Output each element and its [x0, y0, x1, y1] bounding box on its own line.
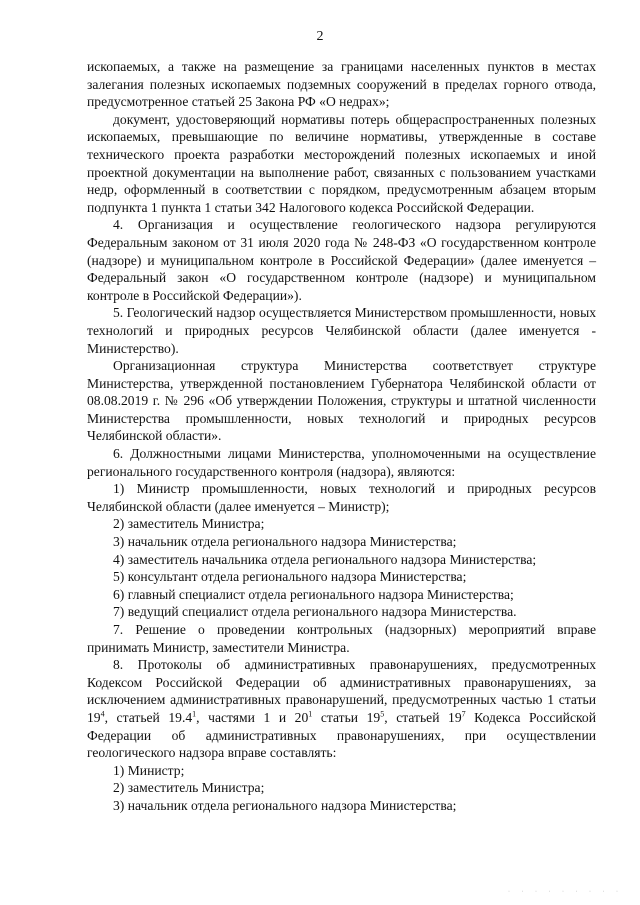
- list-item-6-5: 5) консультант отдела регионального надзора Министерства;: [113, 569, 467, 585]
- paragraph-continued: ископаемых, а также на размещение за границами населенных пунктов в местах залегания полезных ископаемых подземных сооружений в пределах горного отвода, предусмотренное статьей 25 Закона РФ «О недрах»;: [87, 59, 596, 110]
- list-item-8-2: 2) заместитель Министра;: [113, 780, 265, 796]
- paragraph-4: 4. Организация и осуществление геологического надзора регулируются Федеральным законом от 31 июля 2020 года № 248-ФЗ «О государственном контроле (надзоре) и муниципальном контроле в Российской Федерации» (далее именуется – Федеральный закон «О государственном контроле (надзоре) и муниципальном контроле в Российской Федерации»).: [87, 217, 596, 303]
- paragraph-8: [87, 656, 596, 762]
- list-item-6-3: 3) начальник отдела регионального надзора Министерства;: [113, 534, 457, 550]
- paragraph-7: 7. Решение о проведении контрольных (надзорных) мероприятий вправе принимать Министр, заместители Министра.: [87, 622, 596, 655]
- paragraph-8-text: Кодекса Российской Федерации об административных правонарушениях, при осуществлении геологического надзора вправе составлять:: [87, 709, 596, 761]
- paragraph-6: 6. Должностными лицами Министерства, уполномоченными на осуществление регионального государственного контроля (надзора), являются:: [87, 446, 596, 479]
- paragraph-8-text: , частями 1 и 20: [196, 709, 309, 725]
- list-item-6-1: 1) Министр промышленности, новых технологий и природных ресурсов Челябинской области (далее именуется – Министр);: [87, 481, 596, 514]
- list-item-8-3: 3) начальник отдела регионального надзора Министерства;: [113, 797, 457, 813]
- list-item-6-7: 7) ведущий специалист отдела регионального надзора Министерства.: [113, 604, 517, 620]
- list-item-6-4: 4) заместитель начальника отдела регионального надзора Министерства;: [113, 551, 537, 567]
- superscript: 4: [100, 709, 105, 719]
- superscript: 5: [380, 709, 385, 719]
- paragraph-8-text: , статьей 19.4: [104, 709, 193, 725]
- list-item-6-6: 6) главный специалист отдела регионального надзора Министерства;: [113, 586, 514, 602]
- paragraph-8-text: 8. Протоколы об административных правонарушениях, предусмотренных Кодексом Российской Федерации об административных правонарушениях, за исключением административных правонарушений, предусмотренных частью 1 статьи 19: [87, 657, 596, 725]
- superscript: 1: [308, 709, 313, 719]
- list-item-6-2: 2) заместитель Министра;: [113, 516, 265, 532]
- paragraph-8-text: статьи 19: [312, 709, 381, 725]
- scan-artifact-marks: · · · · · · · · ·: [508, 889, 623, 895]
- paragraph-8-text: , статьей 19: [384, 709, 462, 725]
- document-body: [87, 58, 596, 815]
- list-item-8-1: 1) Министр;: [113, 762, 185, 778]
- paragraph-document-norms: документ, удостоверяющий нормативы потерь общераспространенных полезных ископаемых, превышающие по величине нормативы, утвержденные в составе технического проекта разработки месторождений полезных ископаемых и иной проектной документации на выполнение работ, связанных с пользованием участками недр, оформленный в соответствии с порядком, предусмотренным абзацем вторым подпункта 1 пункта 1 статьи 342 Налогового кодекса Российской Федерации.: [87, 111, 596, 215]
- paragraph-5: 5. Геологический надзор осуществляется Министерством промышленности, новых технологий и природных ресурсов Челябинской области (далее именуется - Министерство).: [87, 305, 597, 356]
- superscript: 7: [461, 709, 466, 719]
- superscript: 1: [192, 709, 197, 719]
- page-number: 2: [316, 29, 324, 44]
- paragraph-org-structure: Организационная структура Министерства соответствует структуре Министерства, утвержденной постановлением Губернатора Челябинской области от 08.08.2019 г. № 296 «Об утверждении Положения, структуры и штатной численности Министерства промышленности, новых технологий и природных ресурсов Челябинской области».: [87, 358, 596, 444]
